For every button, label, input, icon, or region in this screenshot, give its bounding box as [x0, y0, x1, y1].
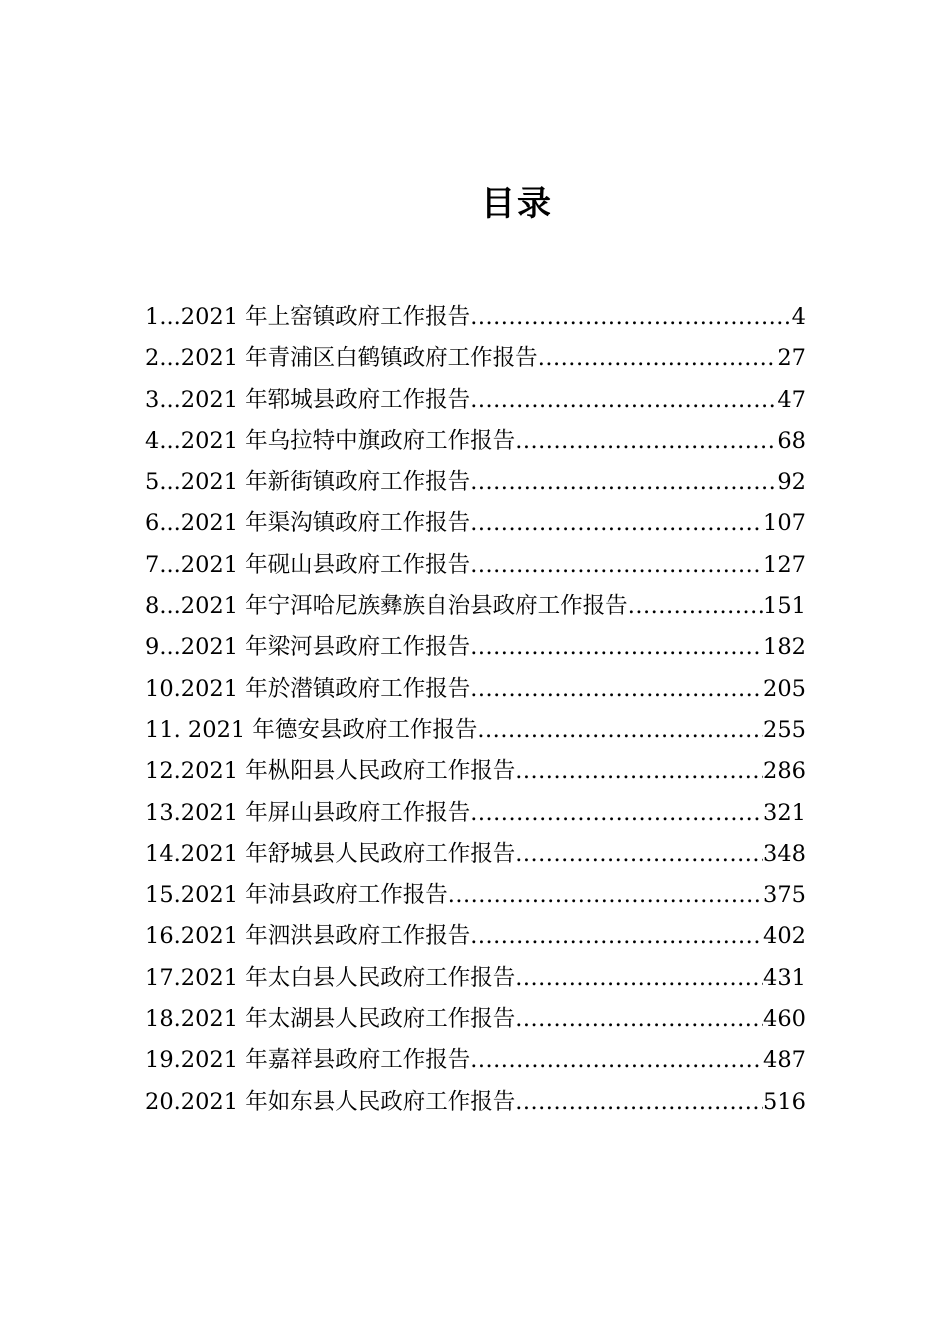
- toc-entry-page: 127: [763, 551, 806, 578]
- toc-entry-page: 92: [777, 469, 806, 496]
- toc-entry-label: 18.2021 年太湖县人民政府工作报告: [145, 1006, 516, 1033]
- toc-entry-page: 402: [763, 923, 806, 950]
- toc-entry-leader: [515, 421, 777, 462]
- toc-entry-leader: [470, 545, 763, 586]
- toc-entry[interactable]: [145, 669, 806, 710]
- toc-entry[interactable]: [145, 380, 806, 421]
- toc-entry-label: 6...2021 年渠沟镇政府工作报告: [145, 510, 471, 537]
- toc-entry[interactable]: [145, 297, 806, 338]
- toc-entry-leader: [538, 338, 778, 379]
- toc-entry-page: 68: [777, 427, 806, 454]
- toc-entry[interactable]: [145, 958, 806, 999]
- toc-entry-leader: [470, 627, 763, 668]
- toc-entry-leader: [470, 793, 763, 834]
- toc-entry-leader: [470, 916, 763, 957]
- toc-entry[interactable]: [145, 503, 806, 544]
- toc-entry-label: 11. 2021 年德安县政府工作报告: [145, 716, 478, 743]
- toc-entry[interactable]: [145, 1082, 806, 1123]
- toc-entry[interactable]: [145, 751, 806, 792]
- toc-entry-label: 8...2021 年宁洱哈尼族彝族自治县政府工作报告: [145, 593, 628, 620]
- toc-entry-label: 3...2021 年郓城县政府工作报告: [145, 386, 471, 413]
- toc-entry-page: 375: [763, 882, 806, 909]
- toc-entry-leader: [515, 999, 763, 1040]
- toc-entry-page: 516: [763, 1088, 806, 1115]
- toc-entry-page: 321: [763, 799, 806, 826]
- toc-entry-leader: [515, 834, 763, 875]
- toc-entry[interactable]: [145, 834, 806, 875]
- toc-entry-label: 14.2021 年舒城县人民政府工作报告: [145, 840, 516, 867]
- toc-entry-leader: [470, 503, 763, 544]
- toc-entry[interactable]: [145, 421, 806, 462]
- toc-entry-page: 205: [763, 675, 806, 702]
- toc-entry-label: 13.2021 年屏山县政府工作报告: [145, 799, 471, 826]
- toc-entry-label: 17.2021 年太白县人民政府工作报告: [145, 964, 516, 991]
- toc-entry-page: 107: [763, 510, 806, 537]
- toc-entry[interactable]: [145, 1040, 806, 1081]
- toc-entry[interactable]: [145, 338, 806, 379]
- toc-entry-page: 255: [763, 716, 806, 743]
- toc-entry-page: 286: [763, 758, 806, 785]
- toc-entry-leader: [448, 875, 763, 916]
- toc-entry[interactable]: [145, 545, 806, 586]
- toc-entry[interactable]: [145, 586, 806, 627]
- toc-title: 目录: [481, 184, 553, 224]
- toc-entry-page: 431: [763, 964, 806, 991]
- toc-entry-label: 4...2021 年乌拉特中旗政府工作报告: [145, 427, 516, 454]
- toc-entry-page: 182: [763, 634, 806, 661]
- toc-entry[interactable]: [145, 462, 806, 503]
- toc-entry-page: 4: [791, 304, 806, 330]
- toc-entry-leader: [470, 297, 791, 338]
- toc-entry-leader: [515, 1082, 763, 1123]
- toc-entry[interactable]: [145, 793, 806, 834]
- toc-entry-leader: [515, 751, 763, 792]
- toc-entry-page: 348: [763, 840, 806, 867]
- toc-entry-leader: [470, 380, 777, 421]
- toc-entry-leader: [477, 710, 763, 751]
- toc-entry-label: 19.2021 年嘉祥县政府工作报告: [145, 1047, 471, 1074]
- toc-entry[interactable]: [145, 916, 806, 957]
- toc-entry-leader: [628, 586, 763, 627]
- toc-entry-label: 12.2021 年枞阳县人民政府工作报告: [145, 758, 516, 785]
- toc-entry-page: 27: [777, 345, 806, 372]
- toc-entry-page: 487: [763, 1047, 806, 1074]
- toc-entry-page: 151: [763, 593, 806, 620]
- toc-entry-label: 20.2021 年如东县人民政府工作报告: [145, 1088, 516, 1115]
- toc-entry[interactable]: [145, 999, 806, 1040]
- toc-entry-label: 1...2021 年上窑镇政府工作报告: [145, 304, 471, 330]
- toc-entry-leader: [470, 669, 763, 710]
- toc-entry-label: 15.2021 年沛县政府工作报告: [145, 882, 448, 909]
- toc-entry-leader: [470, 1040, 763, 1081]
- toc-entry-page: 460: [763, 1006, 806, 1033]
- toc-entry[interactable]: [145, 875, 806, 916]
- toc-entry-page: 47: [777, 386, 806, 413]
- toc-entry-label: 5...2021 年新街镇政府工作报告: [145, 469, 471, 496]
- toc-entry-label: 16.2021 年泗洪县政府工作报告: [145, 923, 471, 950]
- toc-entry[interactable]: [145, 710, 806, 751]
- toc-entry-label: 10.2021 年於潜镇政府工作报告: [145, 675, 471, 702]
- toc-entry-leader: [515, 958, 763, 999]
- toc-entry-leader: [470, 462, 777, 503]
- toc-list: [145, 297, 806, 1123]
- toc-entry-label: 2...2021 年青浦区白鹤镇政府工作报告: [145, 345, 538, 372]
- toc-entry-label: 9...2021 年梁河县政府工作报告: [145, 634, 471, 661]
- toc-entry[interactable]: [145, 627, 806, 668]
- toc-entry-label: 7...2021 年砚山县政府工作报告: [145, 551, 471, 578]
